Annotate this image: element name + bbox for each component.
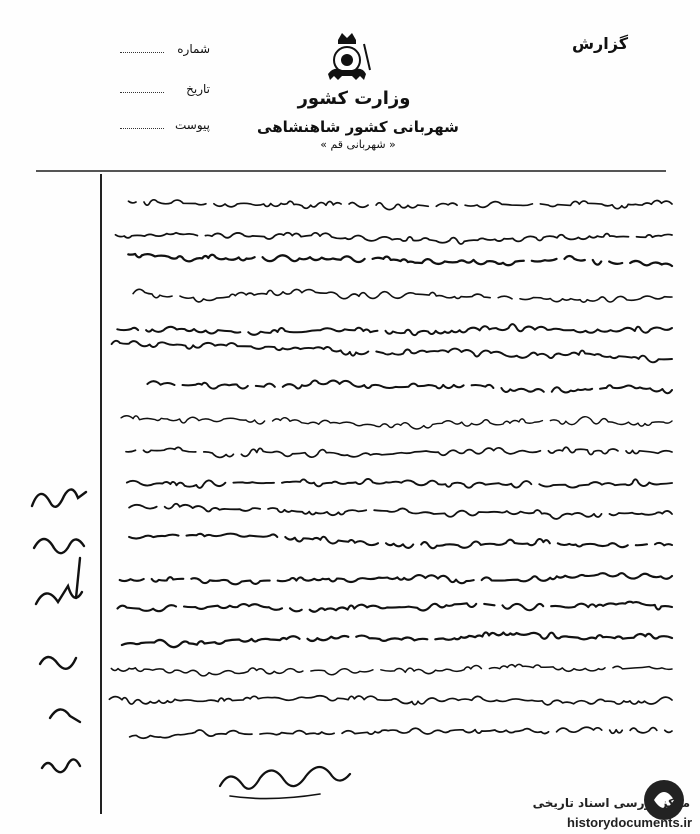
handwriting-line	[125, 289, 672, 302]
handwriting-line	[111, 664, 672, 676]
handwriting-lines	[101, 200, 672, 738]
handwriting-line	[115, 233, 672, 244]
lion-and-sun-emblem-icon	[318, 30, 376, 86]
handwriting-line	[101, 696, 672, 705]
handwriting-line	[147, 381, 672, 394]
station-name: « شهربانی قم »	[320, 138, 396, 151]
archive-name: مرکز بررسی اسناد تاریخی	[532, 796, 690, 810]
handwriting-line	[117, 324, 672, 335]
handwriting-line	[112, 341, 672, 363]
handwriting-line	[122, 632, 672, 647]
handwriting-line	[117, 602, 672, 612]
handwriting-line	[129, 200, 672, 210]
police-name: شهربانی کشور شاهنشاهی	[257, 118, 459, 136]
handwriting-line	[122, 727, 672, 738]
number-line	[120, 52, 164, 53]
attachment-label: پیوست	[175, 118, 210, 132]
handwriting-line	[129, 504, 672, 519]
margin-annotation	[22, 478, 96, 798]
handwriting-line	[129, 534, 672, 549]
number-label: شماره	[177, 42, 210, 56]
handwriting-line	[112, 573, 672, 584]
report-title: گزارش	[571, 34, 628, 53]
archive-website: historydocuments.ir	[567, 815, 692, 830]
signature	[220, 767, 350, 789]
ministry-name: وزارت کشور	[297, 88, 411, 109]
handwriting-line	[128, 254, 672, 266]
handwriting-line	[126, 447, 672, 457]
handwriting-line	[121, 416, 672, 429]
handwriting-line	[127, 479, 672, 488]
date-label: تاریخ	[186, 82, 210, 96]
header-divider	[36, 170, 666, 172]
handwritten-report-body	[100, 180, 680, 820]
